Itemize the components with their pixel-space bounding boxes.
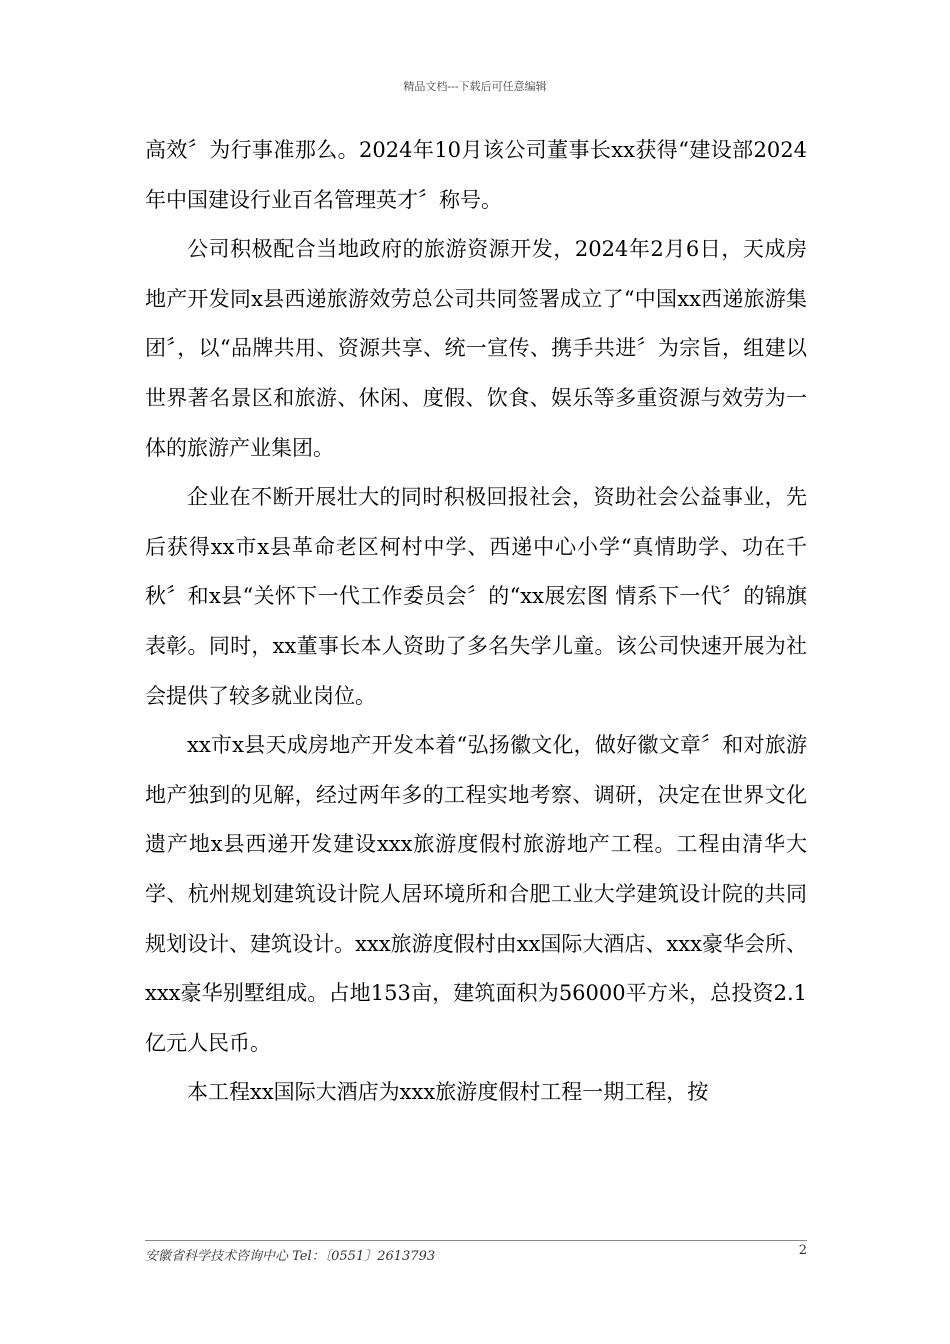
- page-number: 2: [798, 1243, 807, 1258]
- footer-contact: 安徽省科学技术咨询中心 Tel：〔0551〕2613793: [145, 1249, 436, 1264]
- footer-divider: [145, 1240, 807, 1241]
- document-body: [145, 126, 807, 1118]
- paragraph-phase-one: 本工程xx国际大酒店为xxx旅游度假村工程一期工程，按: [187, 1080, 709, 1105]
- paragraph-social-contribution: 企业在不断开展壮大的同时积极回报社会，资助社会公益事业，先后获得xx市x县革命老区柯村中学、西递中心小学“真情助学、功在千秋〞和x县“关怀下一代工作委员会〞的“xx展宏图 情系下一代〞的锦旗表彰。同时，xx董事长本人资助了多名失学儿童。该公司快速开展为社会提供了较多就业岗位。: [145, 485, 807, 708]
- paragraph-resort-project: xx市x县天成房地产开发本着“弘扬徽文化，做好徽文章〞和对旅游地产独到的见解，经过两年多的工程实地考察、调研，决定在世界文化遗产地x县西递开发建设xxx旅游度假村旅游地产工程。工程由清华大学、杭州规划建筑设计院人居环境所和合肥工业大学建筑设计院的共同规划设计、建筑设计。xxx旅游度假村由xx国际大酒店、xxx豪华会所、xxx豪华别墅组成。占地153亩，建筑面积为56000平方米，总投资2.1亿元人民币。: [145, 733, 807, 1055]
- paragraph-continuation: 高效〞为行事准那么。2024年10月该公司董事长xx获得“建设部2024年中国建设行业百名管理英才〞称号。: [145, 138, 807, 212]
- page-header: 精品文档---下载后可任意编辑: [403, 80, 547, 93]
- paragraph-tourism-group: 公司积极配合当地政府的旅游资源开发，2024年2月6日，天成房地产开发同x县西递旅游效劳总公司共同签署成立了“中国xx西递旅游集团〞，以“品牌共用、资源共享、统一宣传、携手共进〞为宗旨，组建以世界著名景区和旅游、休闲、度假、饮食、娱乐等多重资源与效劳为一体的旅游产业集团。: [145, 237, 807, 460]
